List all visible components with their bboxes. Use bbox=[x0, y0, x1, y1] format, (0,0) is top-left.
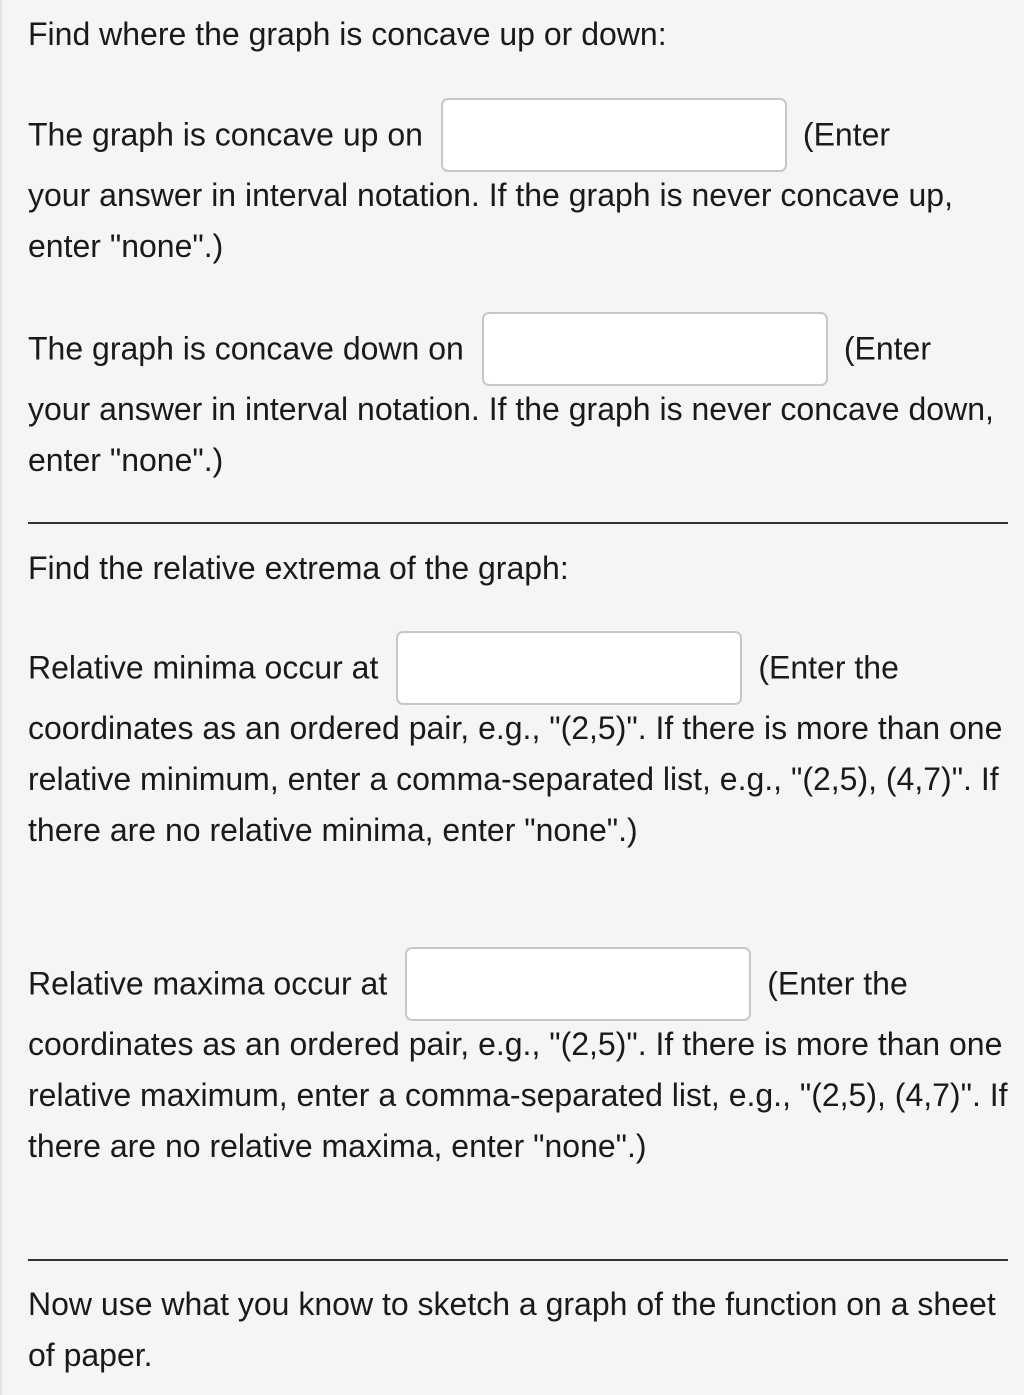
minima-row bbox=[28, 628, 1008, 705]
section-divider bbox=[28, 1259, 1008, 1261]
sketch-instruction: Now use what you know to sketch a graph of the function on a sheet of paper. bbox=[28, 1286, 996, 1373]
concave-down-hint-start: (Enter bbox=[843, 330, 931, 367]
concave-up-hint: your answer in interval notation. If the graph is never concave up, enter "none".) bbox=[28, 176, 953, 264]
concave-down-question bbox=[28, 309, 1008, 486]
maxima-hint: coordinates as an ordered pair, e.g., "(2,5)". If there is more than one relative maximum, enter a comma-separated list, e.g., "(2,5), (4,7)". If there are no relative maxima, enter "none".) bbox=[28, 1025, 1008, 1164]
concavity-heading: Find where the graph is concave up or down: bbox=[28, 16, 667, 52]
concave-down-input[interactable] bbox=[482, 312, 828, 386]
maxima-row bbox=[28, 944, 1008, 1021]
concave-up-input[interactable] bbox=[441, 98, 787, 172]
concave-up-question bbox=[28, 95, 1008, 272]
minima-question bbox=[28, 628, 1008, 856]
concave-up-label: The graph is concave up on bbox=[28, 116, 423, 153]
maxima-hint-start: (Enter the bbox=[767, 965, 908, 1002]
concave-down-label: The graph is concave down on bbox=[28, 330, 464, 367]
concave-down-hint: your answer in interval notation. If the graph is never concave down, enter "none".) bbox=[28, 390, 994, 478]
maxima-label: Relative maxima occur at bbox=[28, 965, 388, 1002]
maxima-input[interactable] bbox=[405, 947, 751, 1021]
maxima-question bbox=[28, 944, 1008, 1172]
extrema-heading: Find the relative extrema of the graph: bbox=[28, 550, 569, 586]
sketch-section bbox=[28, 1279, 1008, 1381]
minima-input[interactable] bbox=[396, 631, 742, 705]
extrema-section bbox=[28, 548, 1008, 588]
minima-hint-start: (Enter the bbox=[758, 649, 899, 686]
section-divider bbox=[28, 522, 1008, 524]
concave-up-hint-start: (Enter bbox=[802, 116, 891, 153]
concave-down-row bbox=[28, 309, 1008, 386]
minima-label: Relative minima occur at bbox=[28, 649, 379, 686]
minima-hint: coordinates as an ordered pair, e.g., "(2,5)". If there is more than one relative minimum, enter a comma-separated list, e.g., "(2,5), (4,7)". If there are no relative minima, enter "none".) bbox=[28, 709, 1003, 848]
concavity-section bbox=[28, 14, 1008, 54]
concave-up-row bbox=[28, 95, 1008, 172]
